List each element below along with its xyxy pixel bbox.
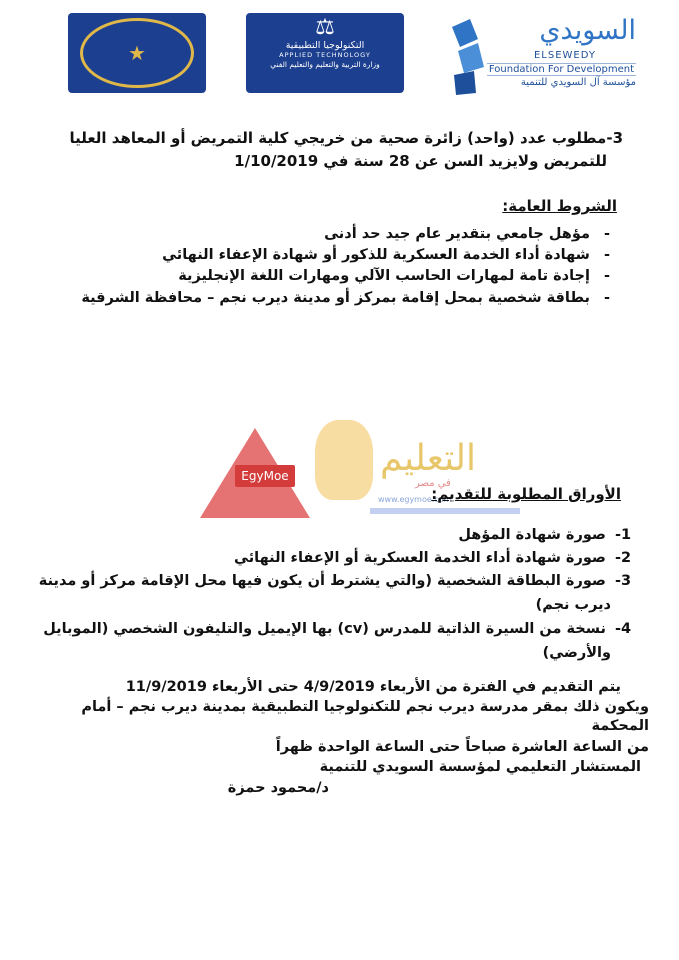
watermark-badge: EgyMoe xyxy=(235,465,295,487)
site-watermark xyxy=(200,420,530,520)
watermark-title: التعليم xyxy=(380,438,476,479)
job-line-2: للتمريض ولايزيد السن عن 28 سنة في 1/10/2019 xyxy=(234,152,607,170)
ministry-of-education-logo xyxy=(68,13,206,93)
document-text: نسخة من السيرة الذاتية للمدرس (cv) بها الإيميل والتليفون الشخصي (الموبايل xyxy=(43,621,606,637)
elsewedy-mark-icon xyxy=(448,17,488,97)
document-text-continued: والأرضي) xyxy=(542,645,611,661)
condition-item xyxy=(178,267,619,286)
condition-text: مؤهل جامعي بتقدير عام جيد حد أدنى xyxy=(324,226,590,242)
condition-bullet: - xyxy=(603,268,611,284)
condition-bullet: - xyxy=(603,247,611,263)
watermark-subtitle: في مصر xyxy=(415,478,451,489)
document-number: 1- xyxy=(614,527,632,543)
document-text-continued: ديرب نجم) xyxy=(535,597,611,613)
application-hours: من الساعة العاشرة صباحاً حتى الساعة الواحدة ظهراً xyxy=(275,739,649,755)
watermark-bar xyxy=(370,508,520,514)
application-location-continued: المحكمة xyxy=(591,718,649,734)
application-period: يتم التقديم في الفترة من الأربعاء 4/9/2019 حتى الأربعاء 11/9/2019 xyxy=(125,679,621,695)
document-item xyxy=(234,549,635,568)
applied-technology-english: APPLIED TECHNOLOGY xyxy=(279,51,371,59)
applied-technology-icon: ⚖ xyxy=(315,15,335,40)
document-number: 4- xyxy=(614,621,632,637)
required-documents-title: الأوراق المطلوبة للتقديم: xyxy=(431,485,621,503)
elsewedy-english-name: ELSEWEDY xyxy=(533,50,596,61)
header-logos xyxy=(0,0,679,110)
elsewedy-foundation-arabic: مؤسسة آل السويدي للتنمية xyxy=(520,77,636,88)
document-item xyxy=(39,572,635,591)
document-text: صورة شهادة المؤهل xyxy=(458,527,606,543)
condition-bullet: - xyxy=(603,290,611,306)
condition-text: بطاقة شخصية بمحل إقامة بمركز أو مدينة ديرب نجم – محافظة الشرقية xyxy=(81,290,590,306)
document-item xyxy=(458,526,635,545)
job-line-1: 3-مطلوب عدد (واحد) زائرة صحية من خريجي كلية التمريض أو المعاهد العليا xyxy=(69,129,623,147)
applied-technology-ministry: وزارة التربية والتعليم والتعليم الفني xyxy=(270,60,380,69)
document-text: صورة شهادة أداء الخدمة العسكرية أو الإعفاء النهائي xyxy=(234,550,606,566)
general-conditions-title: الشروط العامة: xyxy=(502,197,617,215)
condition-text: شهادة أداء الخدمة العسكرية للذكور أو شهادة الإعفاء النهائي xyxy=(162,247,590,263)
document-number: 3- xyxy=(614,573,632,589)
document-number: 2- xyxy=(614,550,632,566)
condition-bullet: - xyxy=(603,226,611,242)
elsewedy-foundation-logo xyxy=(440,13,640,103)
applied-technology-logo xyxy=(246,13,404,93)
application-location: ويكون ذلك بمقر مدرسة ديرب نجم للتكنولوجيا التطبيقية بمدينة ديرب نجم – أمام xyxy=(81,699,649,715)
signature-name: د/محمود حمزة xyxy=(227,780,329,796)
condition-item xyxy=(162,246,619,265)
signature-role: المستشار التعليمي لمؤسسة السويدي للتنمية xyxy=(319,759,641,775)
watermark-child-icon xyxy=(315,420,373,500)
elsewedy-foundation-english: Foundation For Development xyxy=(488,64,634,75)
watermark-url: www.egymoe.com xyxy=(378,495,452,504)
condition-item xyxy=(324,225,619,244)
ministry-seal-icon: ★ xyxy=(80,18,194,88)
condition-text: إجادة تامة لمهارات الحاسب الآلي ومهارات اللغة الإنجليزية xyxy=(178,268,590,284)
applied-technology-arabic: التكنولوجيا التطبيقية xyxy=(285,40,365,51)
condition-item xyxy=(81,289,619,308)
elsewedy-arabic-name: السويدي xyxy=(539,15,636,46)
document-text: صورة البطاقة الشخصية (والتي يشترط أن يكون فيها محل الإقامة مركز أو مدينة xyxy=(38,573,606,589)
document-item xyxy=(43,620,635,639)
